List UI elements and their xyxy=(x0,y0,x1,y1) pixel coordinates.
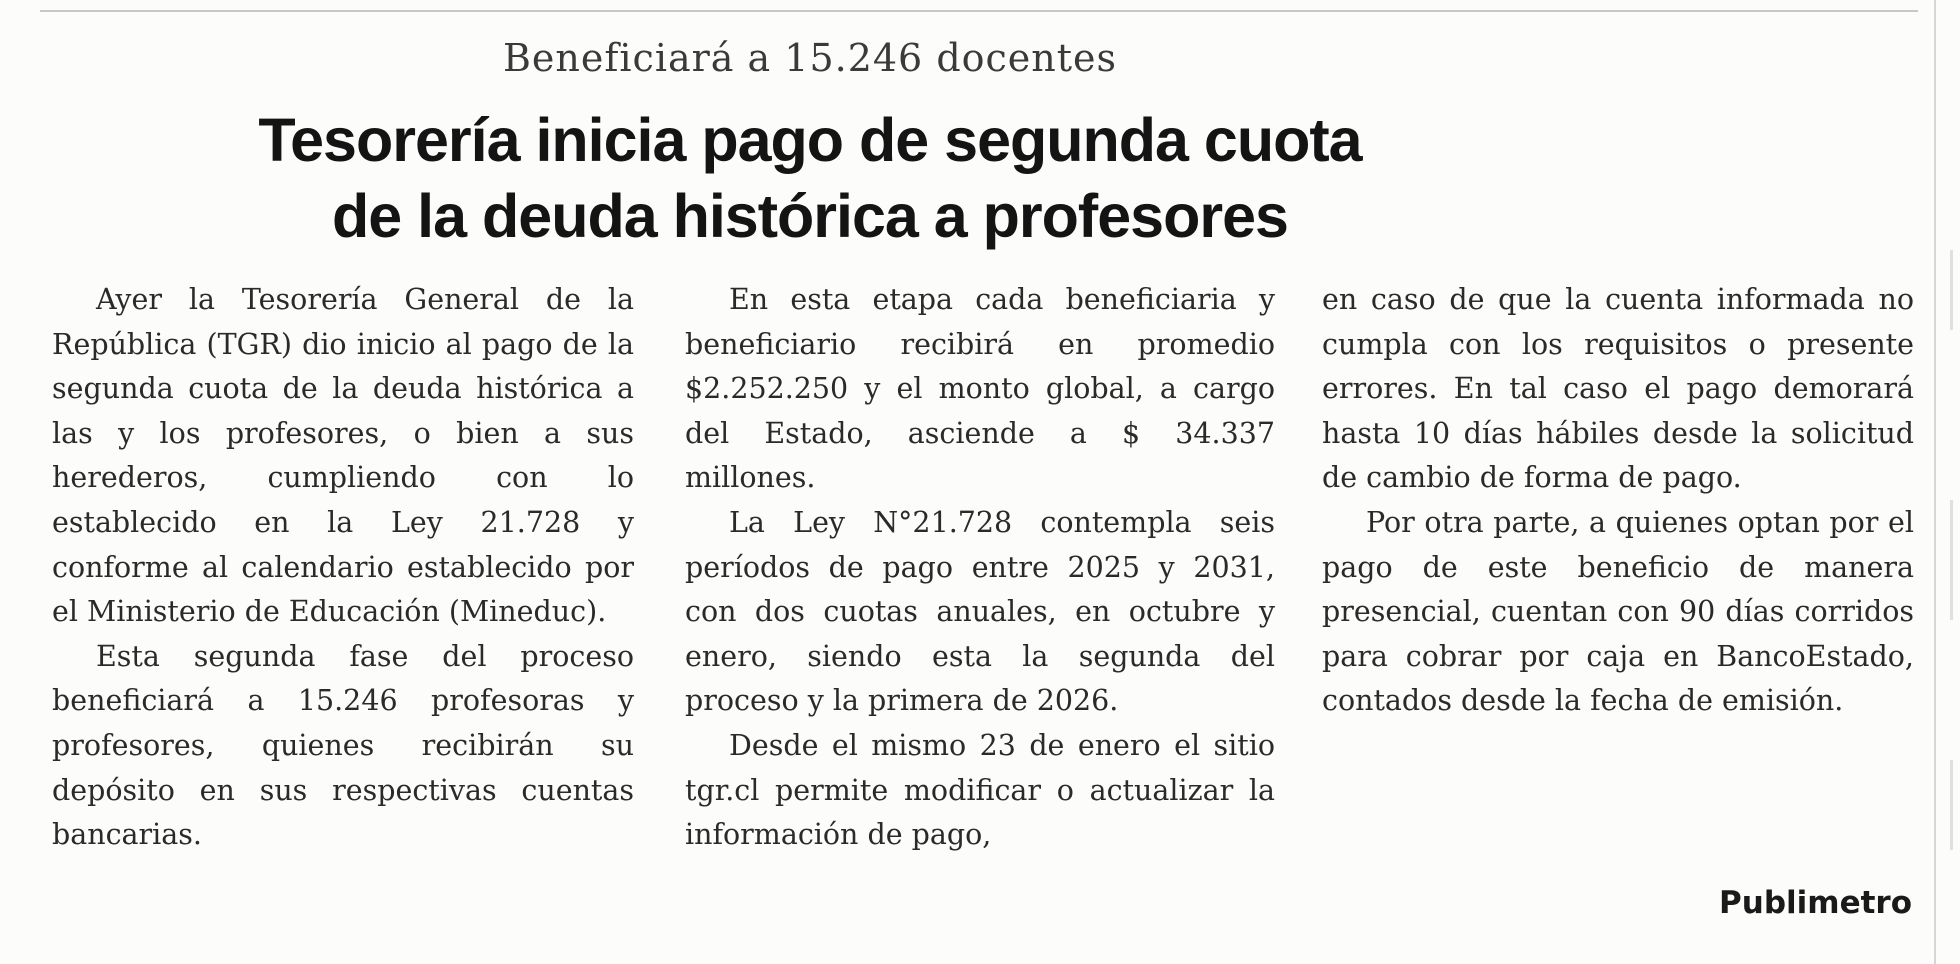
paragraph-continued: en caso de que la cuenta informada no cumpla con los requisitos o presente errores. En tal caso el pago demorará hasta 10 días hábiles desde la solicitud de cambio de forma de pago. xyxy=(1322,283,1914,495)
paragraph: Ayer la Tesorería General de la República (TGR) dio inicio al pago de la segunda cuota de la deuda histórica a las y los profesores, o bien a sus herederos, cumpliendo con lo establecido en la Ley 21.728 y conforme al calendario establecido por el Ministerio de Educación (Mineduc). xyxy=(52,283,634,629)
edge-mark xyxy=(1950,250,1953,330)
article-column-1 xyxy=(52,278,634,938)
article-source: Publimetro xyxy=(1719,885,1912,921)
edge-mark xyxy=(1950,760,1953,850)
paragraph: Desde el mismo 23 de enero el sitio tgr.cl permite modificar o actualizar la información de pago, xyxy=(685,728,1275,852)
article-headline xyxy=(0,102,1620,254)
top-divider xyxy=(40,10,1918,12)
paragraph: Por otra parte, a quienes optan por el pago de este beneficio de manera presencial, cuentan con 90 días corridos para cobrar por caja en BancoEstado, contados desde la fecha de emisión. xyxy=(1322,505,1914,718)
headline-line-1: Tesorería inicia pago de segunda cuota xyxy=(258,106,1362,174)
paragraph: La Ley N°21.728 contempla seis períodos de pago entre 2025 y 2031, con dos cuotas anuales, en octubre y enero, siendo esta la segunda del proceso y la primera de 2026. xyxy=(685,505,1275,718)
article-column-3 xyxy=(1322,278,1914,938)
right-divider xyxy=(1934,0,1936,964)
headline-line-2: de la deuda histórica a profesores xyxy=(332,182,1288,250)
article-kicker: Beneficiará a 15.246 docentes xyxy=(502,36,1118,80)
paragraph: En esta etapa cada beneficiaria y beneficiario recibirá en promedio $2.252.250 y el monto global, a cargo del Estado, asciende a $ 34.337 millones. xyxy=(685,283,1275,495)
article-column-2 xyxy=(685,278,1275,938)
edge-mark xyxy=(1950,500,1953,620)
paragraph: Esta segunda fase del proceso beneficiará a 15.246 profesoras y profesores, quienes recibirán su depósito en sus respectivas cuentas bancarias. xyxy=(52,639,634,852)
